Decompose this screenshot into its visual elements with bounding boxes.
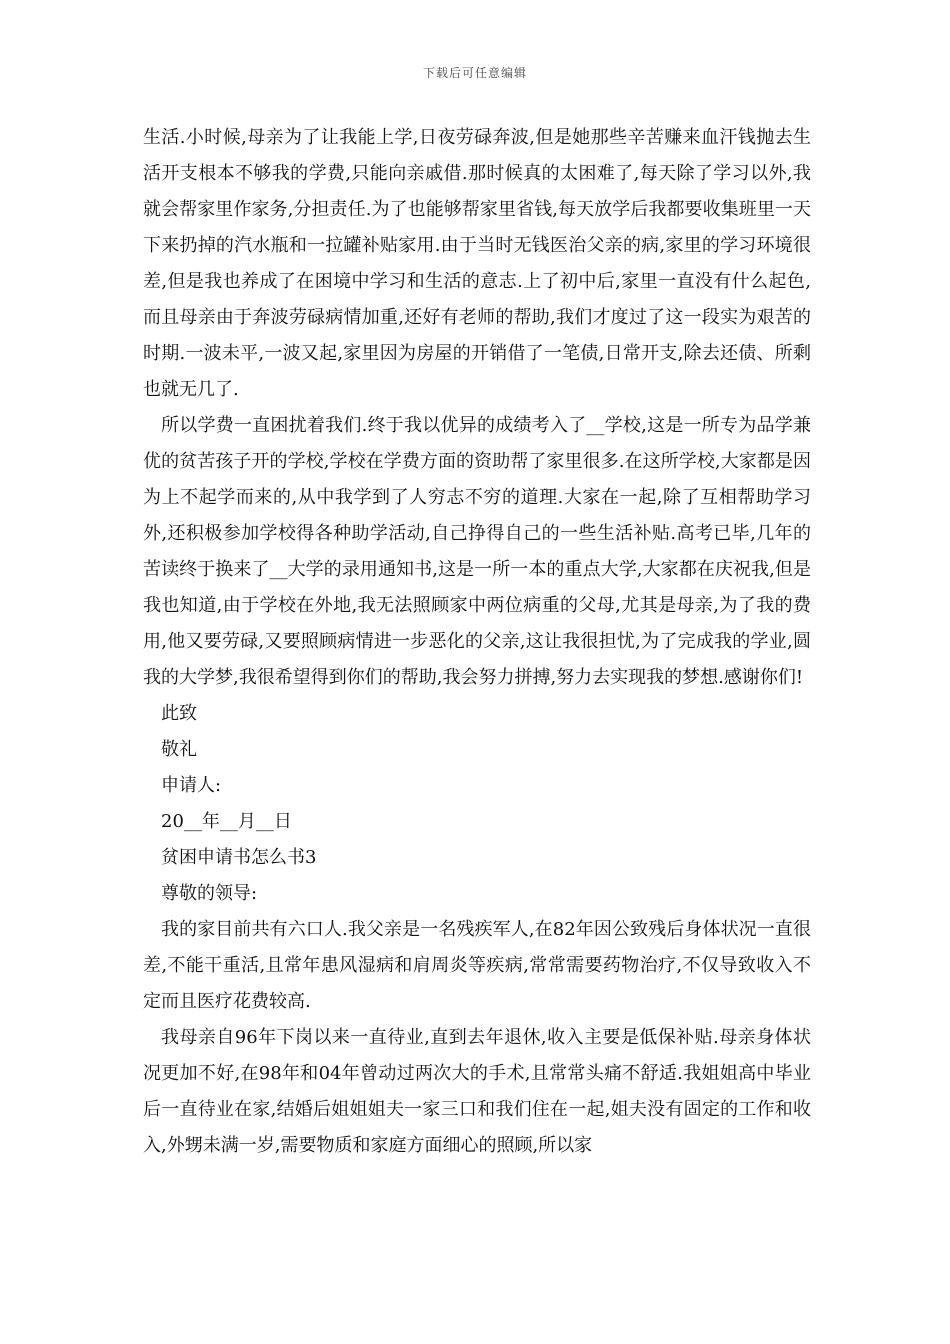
date-line: 20__年__月__日 xyxy=(161,811,292,832)
closing-jingli: 敬礼 xyxy=(161,739,197,760)
applicant-label: 申请人: xyxy=(161,775,222,796)
paragraph-family: 我的家目前共有六口人.我父亲是一名残疾军人,在82年因公致残后身体状况一直很差,不能干重活,且常年患风湿病和肩周炎等疾病,常常需要药物治疗,不仅导致收入不定而且医疗花费较高. xyxy=(143,919,811,1012)
document-body xyxy=(143,120,811,1164)
salutation: 尊敬的领导: xyxy=(161,883,258,904)
paragraph-continuation: 生活.小时候,母亲为了让我能上学,日夜劳碌奔波,但是她那些辛苦赚来血汗钱抛去生活开支根本不够我的学费,只能向亲戚借.那时候真的太困难了,每天除了学习以外,我就会帮家里作家务,分担责任.为了也能够帮家里省钱,每天放学后我都要收集班里一天下来扔掉的汽水瓶和一拉罐补贴家用.由于当时无钱医治父亲的病,家里的学习环境很差,但是我也养成了在困境中学习和生活的意志.上了初中后,家里一直没有什么起色,而且母亲由于奔波劳碌病情加重,还好有老师的帮助,我们才度过了这一段实为艰苦的时期.一波未平,一波又起,家里因为房屋的开销借了一笔债,日常开支,除去还债、所剩也就无几了. xyxy=(143,127,811,400)
paragraph-tuition: 所以学费一直困扰着我们.终于我以优异的成绩考入了__学校,这是一所专为品学兼优的贫苦孩子开的学校,学校在学费方面的资助帮了家里很多.在这所学校,大家都是因为上不起学而来的,从中我学到了人穷志不穷的道理.大家在一起,除了互相帮助学习外,还积极参加学校得各种助学活动,自己挣得自己的一些生活补贴.高考已毕,几年的苦读终于换来了__大学的录用通知书,这是一所一本的重点大学,大家都在庆祝我,但是我也知道,由于学校在外地,我无法照顾家中两位病重的父母,尤其是母亲,为了我的费用,他又要劳碌,又要照顾病情进一步恶化的父亲,这让我很担忧,为了完成我的学业,圆我的大学梦,我很希望得到你们的帮助,我会努力拼搏,努力去实现我的梦想.感谢你们! xyxy=(143,415,811,688)
section-title: 贫困申请书怎么书3 xyxy=(161,847,317,868)
page-header: 下载后可任意编辑 xyxy=(422,66,527,80)
closing-cizhi: 此致 xyxy=(161,703,197,724)
paragraph-mother: 我母亲自96年下岗以来一直待业,直到去年退休,收入主要是低保补贴.母亲身体状况更加不好,在98年和04年曾动过两次大的手术,且常常头痛不舒适.我姐姐高中毕业后一直待业在家,结婚后姐姐姐夫一家三口和我们住在一起,姐夫没有固定的工作和收入,外甥未满一岁,需要物质和家庭方面细心的照顾,所以家 xyxy=(143,1027,811,1156)
